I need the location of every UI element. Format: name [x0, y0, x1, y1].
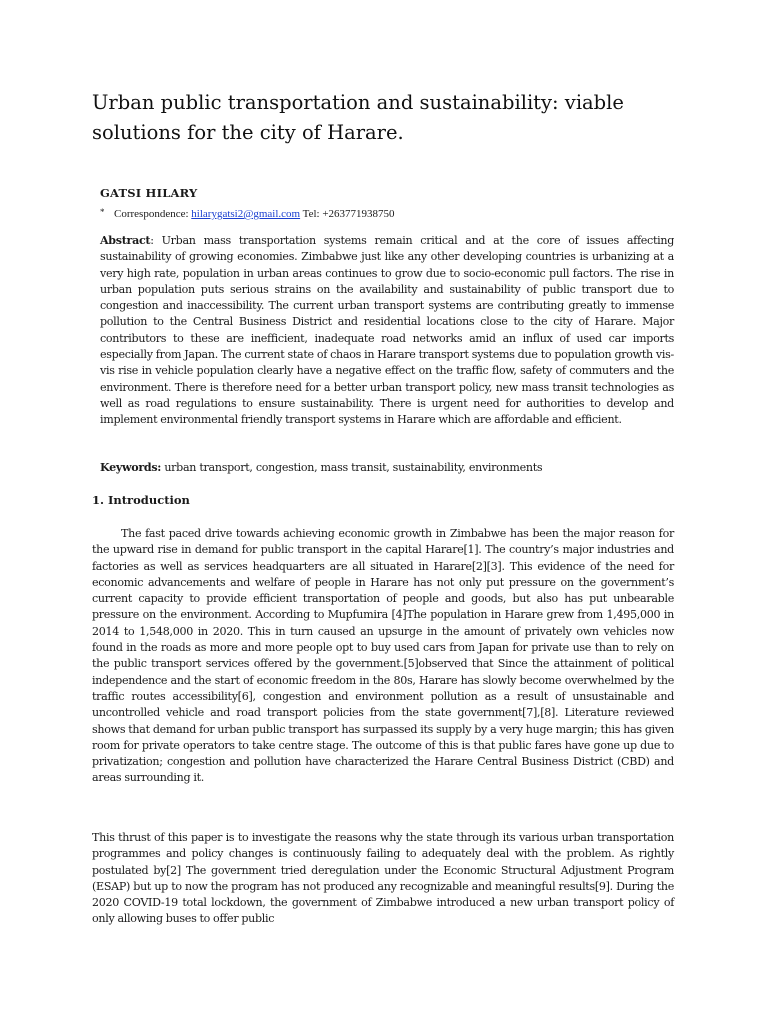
abstract-label: Abstract	[100, 234, 151, 247]
keywords-line	[100, 460, 674, 476]
keywords-label: Keywords:	[100, 461, 162, 474]
intro-paragraph: This thrust of this paper is to investigate the reasons why the state through its various urban transportation programmes and policy changes is continuously failing to adequately deal with the problem. As rightly postulated by[2] The government tried deregulation under the Economic Structural Adjustment Program (ESAP) but up to now the program has not produced any recognizable and meaningful results[9]. During the 2020 COVID-19 total lockdown, the government of Zimbabwe introduced a new urban transport policy of only allowing buses to offer public	[92, 831, 674, 926]
footnote-marker: *	[100, 207, 105, 217]
keywords-text: urban transport, congestion, mass transit, sustainability, environments	[161, 461, 543, 474]
correspondence-label: Correspondence:	[114, 208, 192, 220]
correspondence-line	[100, 205, 395, 221]
abstract-paragraph	[100, 233, 674, 429]
section-heading-introduction: 1. Introduction	[92, 493, 190, 507]
abstract-text: Urban mass transportation systems remain critical and at the core of issues affecting sustainability of growing economies. Zimbabwe just like any other developing countries is urbanizing at a very high rate, population in urban areas continues to grow due to socio-economic pull factors. The rise in urban population puts serious strains on the availability and sustainability of public transport due to congestion and inaccessibility. The current urban transport systems are contributing greatly to immense pollution to the Central Business District and residential locations close to the city of Harare. Major contributors to these are inefficient, inadequate road networks amid an influx of used car imports especially from Japan. The current state of chaos in Harare transport systems due to population growth vis-vis rise in vehicle population clearly have a negative effect on the traffic flow, safety of commuters and the environment. There is therefore need for a better urban transport policy, new mass transit technologies as well as road regulations to ensure sustainability. There is urgent need for authorities to develop and implement environmental friendly transport systems in Harare which are affordable and efficient.	[100, 234, 674, 427]
abstract-separator: :	[150, 234, 162, 247]
paper-title: Urban public transportation and sustainability: viable solutions for the city of Harare.	[92, 91, 624, 144]
intro-paragraph: The fast paced drive towards achieving economic growth in Zimbabwe has been the major reason for the upward rise in demand for public transport in the capital Harare[1]. The country’s major industries and factories as well as services headquarters are all situated in Harare[2][3]. This evidence of the need for economic advancements and welfare of people in Harare has not only put pressure on the government’s current capacity to provide efficient transportation of people and goods, but also has put unbearable pressure on the environment. According to Mupfumira [4]The population in Harare grew from 1,495,000 in 2014 to 1,548,000 in 2020. This in turn caused an upsurge in the amount of privately own vehicles now found in the roads as more and more people opt to buy used cars from Japan for private use than to rely on the public transport services offered by the government.[5]observed that Since the attainment of political independence and the start of economic freedom in the 80s, Harare has slowly become overwhelmed by the traffic routes accessibility[6], congestion and environment pollution as a result of unsustainable and uncontrolled vehicle and road transport policies from the state government[7],[8]. Literature reviewed shows that demand for urban public transport has surpassed its supply by a very huge margin; this has given room for private operators to take centre stage. The outcome of this is that public fares have gone up due to privatization; congestion and pollution have characterized the Harare Central Business District (CBD) and areas surrounding it.	[92, 527, 674, 785]
phone-number: Tel: +263771938750	[300, 208, 395, 220]
author-name: GATSI HILARY	[100, 186, 198, 200]
email-link[interactable]: hilarygatsi2@gmail.com	[191, 208, 301, 220]
